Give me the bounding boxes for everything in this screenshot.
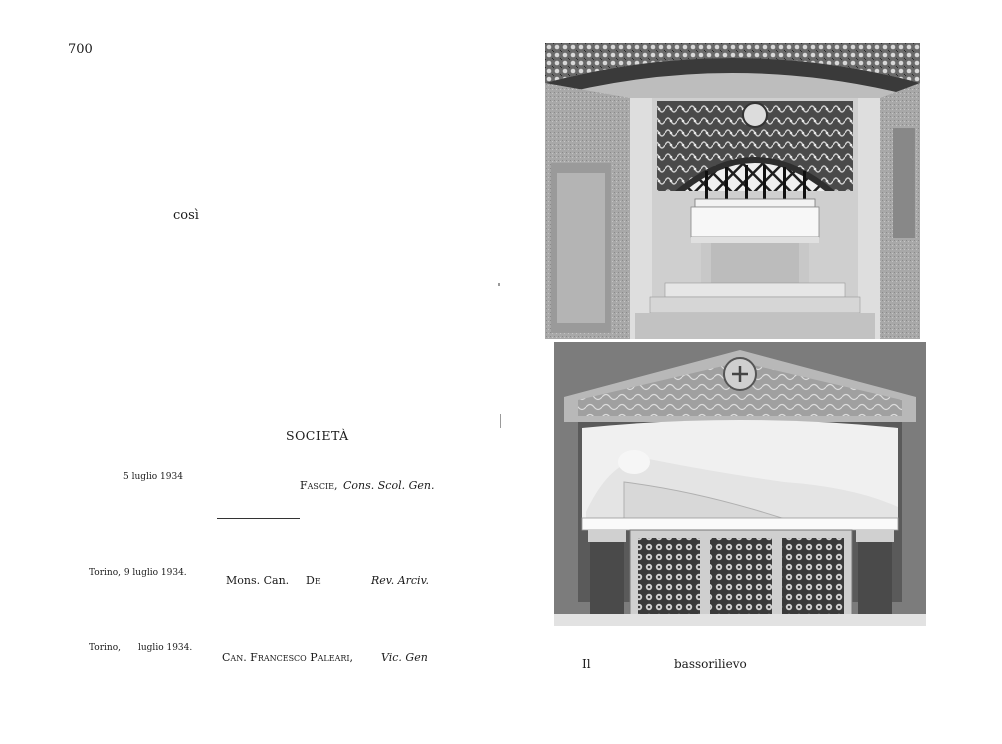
entry-2-signature-name: Mons. Can. — [226, 574, 290, 587]
entry-3-date: luglio 1934. — [138, 643, 193, 653]
page-number: 700 — [68, 42, 93, 57]
entry-1-signature-name: Fascie, — [300, 479, 338, 492]
section-heading: SOCIETÀ — [286, 428, 349, 443]
entry-3-signature-title: Vic. Gen — [381, 651, 428, 664]
figure-caption-end: bassorilievo — [674, 657, 747, 671]
entry-1-date: 5 luglio 1934 — [123, 472, 183, 482]
entry-2-date: Torino, 9 luglio 1934. — [89, 568, 187, 578]
entry-3-date-place: Torino, — [89, 643, 121, 653]
scan-speck — [498, 283, 500, 286]
entry-1-signature-title: Cons. Scol. Gen. — [343, 479, 435, 492]
figure-caption-start: Il — [582, 657, 591, 671]
entry-2-signature-title: Rev. Arciv. — [371, 574, 429, 587]
separator-rule — [217, 518, 300, 519]
entry-3-signature-name: Can. Francesco Paleari, — [222, 651, 354, 664]
bas-relief-sarcophagus-photo — [554, 342, 926, 626]
entry-2-signature-name-2: De — [306, 574, 321, 587]
scan-speck — [500, 414, 501, 428]
chapel-altar-photo — [545, 43, 920, 339]
text-fragment-cosi: così — [173, 208, 199, 223]
